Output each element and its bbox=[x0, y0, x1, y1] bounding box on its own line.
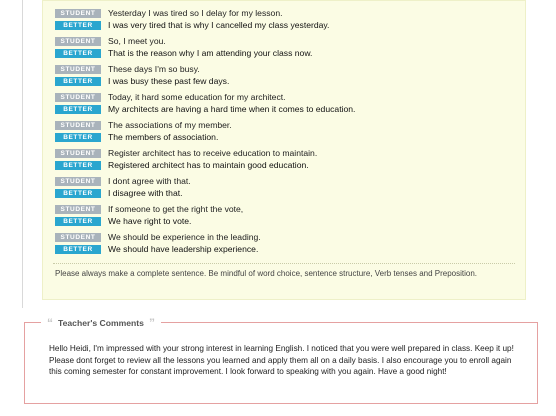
correction-pair bbox=[55, 35, 515, 59]
student-sentence: Yesterday I was tired so I delay for my lesson. bbox=[108, 8, 283, 18]
student-line bbox=[55, 175, 515, 187]
better-tag: BETTER bbox=[55, 245, 101, 254]
better-tag: BETTER bbox=[55, 189, 101, 198]
student-line bbox=[55, 147, 515, 159]
student-sentence: The associations of my member. bbox=[108, 120, 232, 130]
correction-pair bbox=[55, 119, 515, 143]
student-sentence: Register architect has to receive education to maintain. bbox=[108, 148, 318, 158]
student-sentence: I dont agree with that. bbox=[108, 176, 191, 186]
better-line bbox=[55, 215, 515, 227]
student-line bbox=[55, 203, 515, 215]
student-line bbox=[55, 35, 515, 47]
quote-open-icon: “ bbox=[47, 316, 53, 330]
better-sentence: I disagree with that. bbox=[108, 188, 183, 198]
correction-pair bbox=[55, 203, 515, 227]
teacher-comments-box bbox=[24, 316, 538, 404]
better-tag: BETTER bbox=[55, 133, 101, 142]
student-tag: STUDENT bbox=[55, 177, 101, 186]
better-sentence: Registered architect has to maintain good education. bbox=[108, 160, 309, 170]
student-tag: STUDENT bbox=[55, 37, 101, 46]
better-line bbox=[55, 187, 515, 199]
better-line bbox=[55, 19, 515, 31]
better-tag: BETTER bbox=[55, 21, 101, 30]
quote-close-icon: ” bbox=[148, 316, 155, 330]
student-sentence: Today, it hard some education for my architect. bbox=[108, 92, 286, 102]
better-line bbox=[55, 75, 515, 87]
better-line bbox=[55, 131, 515, 143]
student-sentence: So, I meet you. bbox=[108, 36, 166, 46]
student-line bbox=[55, 91, 515, 103]
student-tag: STUDENT bbox=[55, 93, 101, 102]
correction-pair bbox=[55, 175, 515, 199]
student-sentence: We should be experience in the leading. bbox=[108, 232, 261, 242]
student-tag: STUDENT bbox=[55, 233, 101, 242]
student-tag: STUDENT bbox=[55, 121, 101, 130]
better-tag: BETTER bbox=[55, 49, 101, 58]
student-tag: STUDENT bbox=[55, 205, 101, 214]
teacher-comments-body: Hello Heidi, I'm impressed with your strong interest in learning English. I noticed that you were well prepared in class. Keep it up! Please dont forget to review all the lessons you learned and apply them all on a daily basis. I also encourage you to enroll again this coming semester for constant improvement. I look forward to speaking with you again. Have a good night! bbox=[49, 344, 514, 377]
better-tag: BETTER bbox=[55, 161, 101, 170]
dotted-divider bbox=[53, 263, 515, 264]
better-sentence: That is the reason why I am attending your class now. bbox=[108, 48, 313, 58]
student-line bbox=[55, 119, 515, 131]
better-sentence: We have right to vote. bbox=[108, 216, 192, 226]
student-tag: STUDENT bbox=[55, 65, 101, 74]
better-sentence: We should have leadership experience. bbox=[108, 244, 259, 254]
student-line bbox=[55, 7, 515, 19]
correction-pair bbox=[55, 231, 515, 255]
correction-pair bbox=[55, 63, 515, 87]
better-line bbox=[55, 159, 515, 171]
correction-pair bbox=[55, 147, 515, 171]
better-line bbox=[55, 103, 515, 115]
student-sentence: These days I'm so busy. bbox=[108, 64, 200, 74]
better-line bbox=[55, 47, 515, 59]
better-tag: BETTER bbox=[55, 105, 101, 114]
better-sentence: I was busy these past few days. bbox=[108, 76, 230, 86]
better-sentence: I was very tired that is why I cancelled my class yesterday. bbox=[108, 20, 330, 30]
student-line bbox=[55, 231, 515, 243]
correction-pair bbox=[55, 91, 515, 115]
left-divider bbox=[22, 0, 23, 308]
correction-note: Please always make a complete sentence. Be mindful of word choice, sentence structure, Verb tenses and Preposition. bbox=[55, 269, 478, 278]
student-tag: STUDENT bbox=[55, 9, 101, 18]
better-line bbox=[55, 243, 515, 255]
correction-pair bbox=[55, 7, 515, 31]
student-sentence: If someone to get the right the vote, bbox=[108, 204, 244, 214]
better-sentence: My architects are having a hard time when it comes to education. bbox=[108, 104, 356, 114]
student-tag: STUDENT bbox=[55, 149, 101, 158]
better-tag: BETTER bbox=[55, 217, 101, 226]
correction-panel bbox=[42, 0, 526, 300]
teacher-comments-header bbox=[41, 317, 161, 329]
teacher-comments-title: Teacher's Comments bbox=[58, 318, 144, 328]
student-line bbox=[55, 63, 515, 75]
better-sentence: The members of association. bbox=[108, 132, 219, 142]
better-tag: BETTER bbox=[55, 77, 101, 86]
